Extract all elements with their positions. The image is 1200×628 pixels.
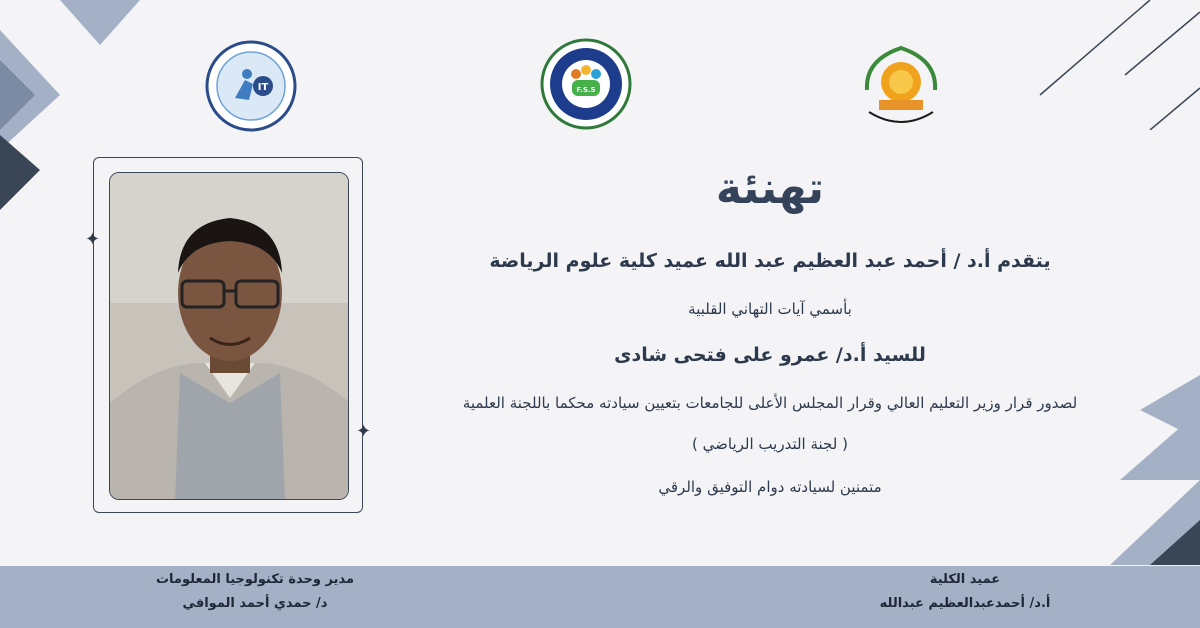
signature-name: أ.د/ أحمدعبدالعظيم عبدالله: [879, 596, 1051, 611]
signature-dean: [840, 568, 1090, 616]
sparkle-icon: ✦: [85, 229, 101, 250]
mansoura-university-logo: [855, 40, 947, 132]
congrats-recipient: للسيد أ.د/ عمرو على فتحى شادى: [614, 344, 926, 366]
signature-name: د/ حمدي أحمد الموافي: [182, 596, 328, 611]
sparkle-icon: ✦: [356, 421, 372, 442]
congrats-from: يتقدم أ.د / أحمد عبد العظيم عبد الله عميد كلية علوم الرياضة: [489, 250, 1051, 272]
corner-deco-top-right: [1030, 0, 1200, 130]
congrats-greeting: بأسمي آيات التهاني القلبية: [688, 300, 852, 318]
committee-name: ( لجنة التدريب الرياضي ): [692, 435, 848, 453]
it-unit-logo: [205, 40, 297, 132]
faculty-sports-logo: [540, 38, 632, 130]
signature-role: عميد الكلية: [929, 572, 1001, 587]
portrait-photo: [109, 172, 349, 500]
page-title: تهنئة: [715, 163, 825, 214]
svg-text:IT: IT: [257, 82, 269, 93]
signature-role: مدير وحدة تكنولوجيا المعلومات: [155, 572, 355, 587]
congrats-reason: لصدور قرار وزير التعليم العالي وقرار المجلس الأعلى للجامعات بتعيين سيادته محكما باللجنة العلمية: [462, 394, 1078, 412]
signature-it-director: [130, 568, 380, 616]
svg-text:F.S.S: F.S.S: [576, 86, 596, 94]
congrats-wish: متمنين لسيادته دوام التوفيق والرقي: [658, 478, 882, 496]
